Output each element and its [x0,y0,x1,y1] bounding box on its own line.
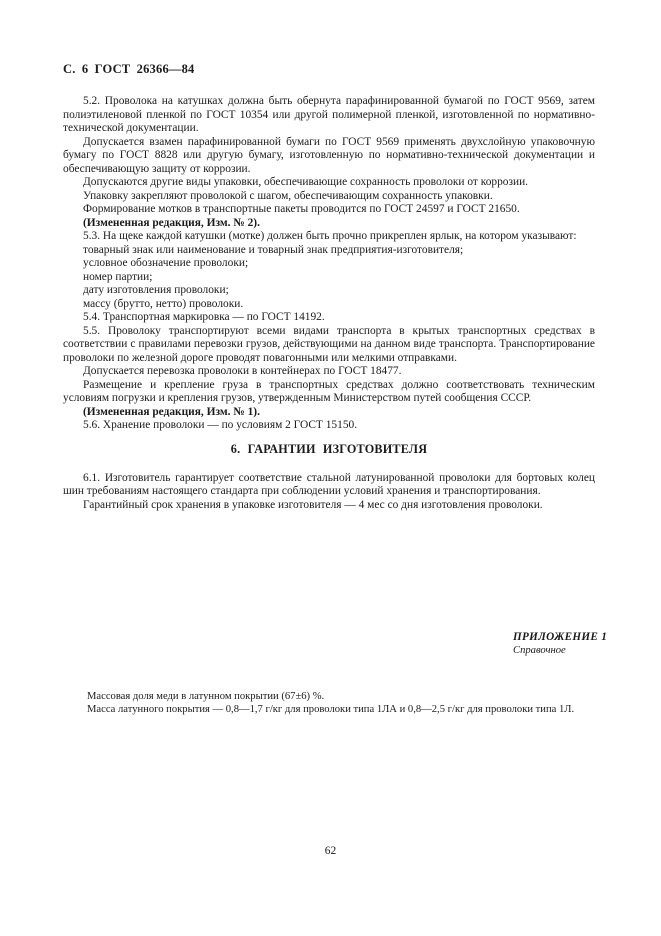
section-6-heading: 6. ГАРАНТИИ ИЗГОТОВИТЕЛЯ [230,441,428,456]
appendix-title: ПРИЛОЖЕНИЕ 1 [513,631,608,643]
clause-6-1: 6.1. Изготовитель гарантирует соответствие стальной латунированной проволоки для бортовых колец шин требованиям настоящего стандарта при соблюдении условий хранения и транспортирования. [63,471,595,497]
clause-5-4: 5.4. Транспортная маркировка — по ГОСТ 14192. [83,311,325,323]
label-item-batch-number: номер партии; [83,270,153,283]
para-cargo-placement: Размещение и крепление груза в транспортных средствах должно соответствовать техническим условиям погрузки и крепления грузов, утвержденным Министерством путей сообщения СССР. [63,378,595,404]
label-item-mass: массу (брутто, нетто) проволоки. [83,297,244,310]
amendment-note-1: (Измененная редакция, Изм. № 1). [83,405,260,418]
para-other-packaging: Допускаются другие виды упаковки, обеспечивающие сохранность проволоки от коррозии. [83,176,529,188]
para-containers: Допускается перевозка проволоки в контейнерах по ГОСТ 18477. [83,365,402,377]
clause-5-3: 5.3. На щеке каждой катушки (мотке) должен быть прочно прикреплен ярлык, на котором указывают: [83,230,577,242]
appendix-header [513,630,607,658]
clause-5-5: 5.5. Проволоку транспортируют всеми видами транспорта в крытых транспортных средствах в соответствии с правилами перевозки грузов, действующими на данном виде транспорта. Транспортирование проволоки по железной дороге проводят повагонными или мелкими отправками. [63,324,595,364]
appendix-body [87,690,632,716]
para-paper-alt: Допускается взамен парафинированной бумаги по ГОСТ 9569 применять двухслойную упаковочную бумагу по ГОСТ 8828 или другую бумагу, изготовленную по нормативно-технической документации и обеспечивающую защиту от коррозии. [63,135,595,175]
label-item-designation: условное обозначение проволоки; [83,257,249,269]
para-fixing: Упаковку закрепляют проволокой с шагом, обеспечивающим сохранность упаковки. [83,189,493,202]
page-number: 62 [324,845,337,857]
page-header: С. 6 ГОСТ 26366—84 [63,62,195,76]
label-item-manufacture-date: дату изготовления проволоки; [83,284,229,296]
appendix-subtitle: Справочное [513,645,566,656]
para-warranty-period: Гарантийный срок хранения в упаковке изготовителя — 4 мес со дня изготовления проволоки. [83,498,543,511]
label-item-trademark: товарный знак или наименование и товарный знак предприятия-изготовителя; [83,243,464,256]
document-body [63,95,595,512]
appendix-para-brass-mass: Масса латунного покрытия — 0,8—1,7 г/кг для проволоки типа 1ЛА и 0,8—2,5 г/кг для проволоки типа 1Л. [87,704,575,716]
para-bundles: Формирование мотков в транспортные пакеты проводится по ГОСТ 24597 и ГОСТ 21650. [83,203,520,215]
appendix-para-copper-content: Массовая доля меди в латунном покрытии (67±6) %. [87,691,325,702]
clause-5-2: 5.2. Проволока на катушках должна быть обернута парафинированной бумагой по ГОСТ 9569, затем полиэтиленовой пленкой по ГОСТ 10354 или другой полимерной пленкой, изготовленной по нормативно-технической документации. [63,95,595,134]
clause-5-6: 5.6. Хранение проволоки — по условиям 2 ГОСТ 15150. [83,419,358,431]
amendment-note-2: (Измененная редакция, Изм. № 2). [83,216,260,229]
